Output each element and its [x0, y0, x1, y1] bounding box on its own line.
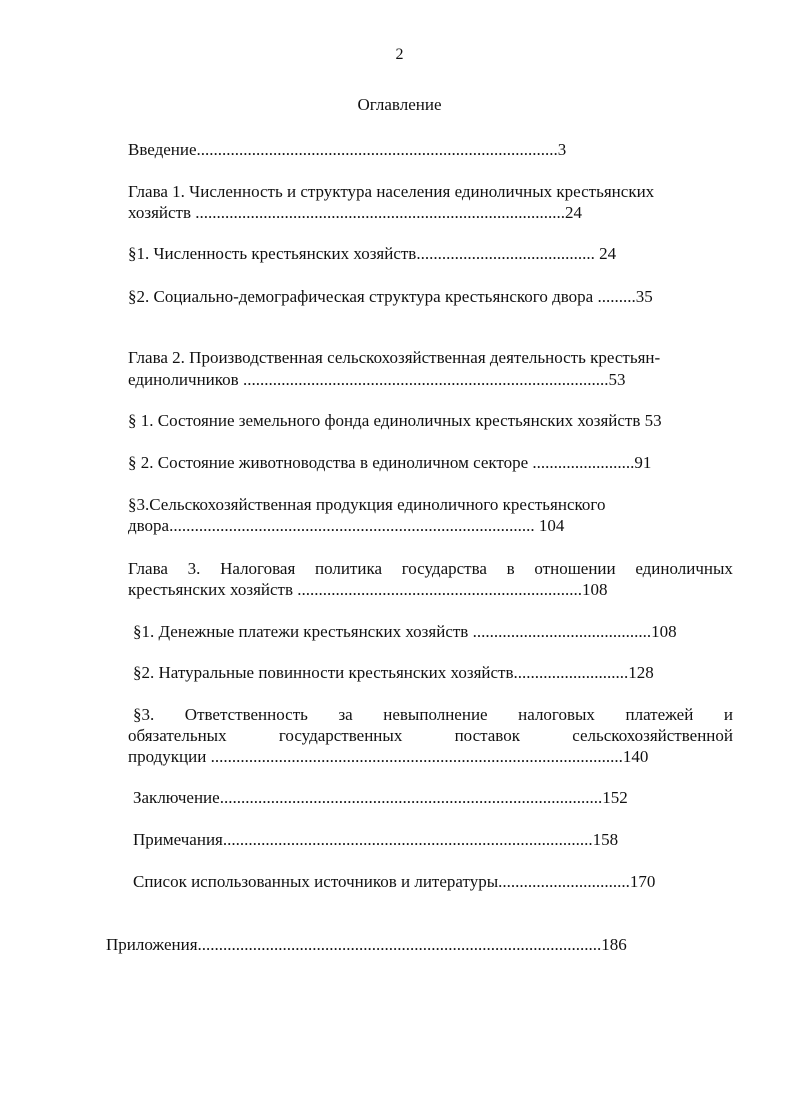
entry-page: 186: [601, 935, 627, 954]
toc-entry-ch3-section1: [133, 621, 733, 643]
entry-page: 158: [592, 830, 619, 849]
page-number: 2: [395, 46, 404, 63]
entry-page: 24: [599, 244, 617, 263]
toc-entry-ch3-section2: [133, 662, 733, 684]
entry-page: 53: [644, 411, 662, 430]
entry-page: 35: [635, 287, 653, 306]
entry-text: §1. Численность крестьянских хозяйств: [128, 244, 417, 263]
entry-word: в: [506, 559, 515, 578]
entry-text: §1. Денежные платежи крестьянских хозяйств: [133, 622, 469, 641]
entry-text: Приложения: [106, 935, 198, 954]
entry-page: 128: [628, 663, 654, 682]
entry-text: § 2. Состояние животноводства в единоличном секторе: [128, 453, 529, 472]
entry-text: крестьянских хозяйств: [128, 580, 294, 599]
dot-leader: ......................................................................................: [169, 516, 539, 535]
entry-text: хозяйств: [128, 203, 191, 222]
entry-word: поставок: [454, 726, 520, 745]
entry-text: §2. Натуральные повинности крестьянских хозяйств: [133, 663, 514, 682]
dot-leader: ...........................: [513, 663, 629, 682]
toc-entry-intro: [128, 139, 733, 161]
entry-word: за: [338, 705, 353, 724]
toc-entry-ch1-section2: [128, 286, 733, 308]
entry-word: государственных: [278, 726, 403, 745]
entry-text: Глава 1. Численность и структура населения единоличных крестьянских: [128, 182, 655, 201]
dot-leader: ......................................................................................: [238, 370, 609, 389]
entry-word: 3.: [187, 559, 201, 578]
entry-word: политика: [314, 559, 382, 578]
toc-entry-ch3-section3-line1: [133, 704, 733, 726]
dot-leader: ..........................................: [468, 622, 652, 641]
entry-page: 170: [629, 872, 656, 891]
dot-leader: .......................................................................................: [191, 203, 565, 222]
toc-entry-ch2-section2: [128, 452, 733, 474]
toc-entry-chapter1-line2: [128, 202, 733, 224]
entry-text: продукции: [128, 747, 207, 766]
entry-word: платежей: [625, 705, 694, 724]
entry-text: единоличников: [128, 370, 239, 389]
entry-word: §3.: [133, 705, 155, 724]
entry-page: 152: [602, 788, 628, 807]
toc-entry-chapter3-line2: [128, 579, 733, 601]
toc-entry-chapter2-line2: [128, 369, 733, 391]
entry-word: сельскохозяйственной: [572, 726, 733, 745]
entry-word: отношении: [534, 559, 616, 578]
entry-word: государства: [401, 559, 487, 578]
toc-entry-chapter2-line1: [128, 347, 733, 369]
entry-word: обязательных: [128, 726, 227, 745]
entry-word: налоговых: [518, 705, 595, 724]
entry-word: и: [723, 705, 733, 724]
toc-entry-conclusion: [133, 787, 733, 809]
entry-text: §3.Сельскохозяйственная продукция единоличного крестьянского: [128, 495, 606, 514]
entry-text: Заключение: [133, 788, 220, 807]
dot-leader: .................................................................................................: [206, 747, 623, 766]
entry-word: невыполнение: [383, 705, 488, 724]
entry-page: 24: [565, 203, 582, 222]
entry-text: Примечания: [133, 830, 223, 849]
entry-text: двора: [128, 516, 170, 535]
dot-leader: ..........................................................................................: [219, 788, 603, 807]
entry-page: 108: [582, 580, 608, 599]
dot-leader: .......................................................................................: [222, 830, 593, 849]
toc-entry-ch3-section3-line3: [128, 746, 733, 768]
entry-page: 104: [538, 516, 565, 535]
toc-entry-chapter1-line1: [128, 181, 733, 203]
dot-leader: ..........................................: [416, 244, 600, 263]
toc-entry-chapter3-line1: [128, 558, 733, 580]
entry-word: Глава: [128, 559, 168, 578]
entry-text: Введение: [128, 140, 197, 159]
dot-leader: ...............................................................................................: [197, 935, 602, 954]
entry-text: §2. Социально-демографическая структура крестьянского двора: [128, 287, 594, 306]
entry-text: Глава 2. Производственная сельскохозяйственная деятельность крестьян-: [128, 348, 661, 367]
dot-leader: .....................................................................................: [196, 140, 558, 159]
dot-leader: ...............................: [498, 872, 630, 891]
toc-title: Оглавление: [357, 95, 442, 114]
entry-word: Ответственность: [184, 705, 308, 724]
toc-entry-ch2-section1: [128, 410, 733, 432]
toc-entry-ch1-section1: [128, 243, 733, 265]
entry-text: Список использованных источников и литературы: [133, 872, 499, 891]
entry-page: 91: [634, 453, 652, 472]
entry-page: 140: [622, 747, 649, 766]
dot-leader: ........................: [528, 453, 635, 472]
toc-entry-ch2-section3-line1: [128, 494, 733, 516]
entry-page: 108: [651, 622, 677, 641]
entry-text: § 1. Состояние земельного фонда единоличных крестьянских хозяйств: [128, 411, 641, 430]
entry-word: единоличных: [635, 559, 733, 578]
dot-leader: ...................................................................: [293, 580, 583, 599]
toc-entry-sources: [133, 871, 733, 893]
toc-entry-appendix: [106, 934, 733, 956]
toc-entry-ch3-section3-line2: [128, 725, 733, 747]
toc-entry-notes: [133, 829, 733, 851]
dot-leader: .........: [593, 287, 636, 306]
entry-page: 53: [608, 370, 626, 389]
toc-entry-ch2-section3-line2: [128, 515, 733, 537]
entry-word: Налоговая: [220, 559, 296, 578]
entry-page: 3: [557, 140, 567, 159]
